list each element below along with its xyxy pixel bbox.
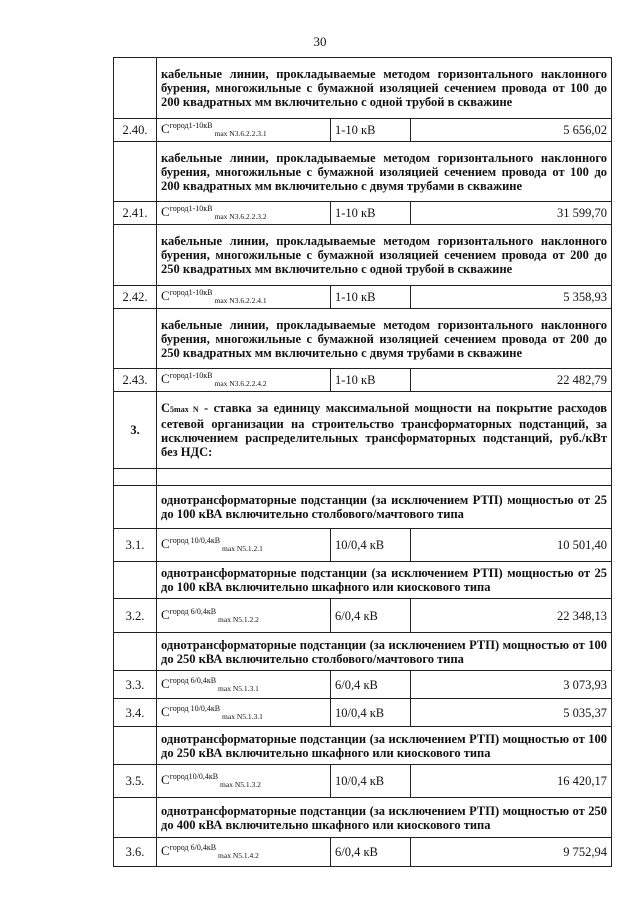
row-number: 3.3. xyxy=(114,671,157,699)
rate-code-subscript: max N3.6.2.2.3.1 xyxy=(214,129,267,138)
description-row xyxy=(114,142,612,202)
voltage-level: 10/0,4 кВ xyxy=(331,765,411,798)
row-number: 3.1. xyxy=(114,529,157,562)
rate-code-subscript: max N3.6.2.2.4.2 xyxy=(214,379,267,388)
rate-value: 31 599,70 xyxy=(411,202,612,225)
description-text: кабельные линии, прокладываемые методом горизонтального наклонного бурения, многожильные с бумажной изоляцией сечением провода от 100 до 200 квадратных мм включительно с двумя трубами в скважине xyxy=(157,142,612,202)
rate-code-superscript: город1-10кВ xyxy=(169,371,213,380)
rate-code-letter: С xyxy=(161,606,170,622)
rate-value: 5 656,02 xyxy=(411,119,612,142)
description-row xyxy=(114,798,612,838)
rate-code-letter: С xyxy=(161,772,170,787)
description-text: однотрансформаторные подстанции (за исключением РТП) мощностью от 100 до 250 кВА включительно шкафного или киоскового типа xyxy=(157,727,612,765)
description-row xyxy=(114,225,612,286)
voltage-level: 1-10 кВ xyxy=(331,119,411,142)
empty-cell xyxy=(157,469,612,486)
description-row xyxy=(114,727,612,765)
voltage-level: 6/0,4 кВ xyxy=(331,671,411,699)
rate-code xyxy=(157,838,331,867)
empty-cell xyxy=(114,469,157,486)
rate-row xyxy=(114,119,612,142)
description-text: однотрансформаторные подстанции (за исключением РТП) мощностью от 25 до 100 кВА включительно столбового/мачтового типа xyxy=(157,486,612,529)
heading-symbol-subscript: 5max N xyxy=(170,405,199,414)
rate-code-superscript: город 6/0,4кВ xyxy=(169,843,217,852)
rate-code-superscript: город 6/0,4кВ xyxy=(169,675,217,685)
rate-code-subscript: max N5.1.3.2 xyxy=(220,780,261,789)
rate-value: 10 501,40 xyxy=(411,529,612,562)
rate-code xyxy=(157,369,331,392)
voltage-level: 10/0,4 кВ xyxy=(331,529,411,562)
row-number-empty xyxy=(114,798,157,838)
section-heading-row xyxy=(114,392,612,469)
rate-row xyxy=(114,599,612,633)
rate-value: 22 482,79 xyxy=(411,369,612,392)
rate-code-superscript: город1-10кВ xyxy=(169,121,213,130)
description-row xyxy=(114,309,612,369)
rate-code xyxy=(157,119,331,142)
rate-code xyxy=(157,202,331,225)
voltage-level: 1-10 кВ xyxy=(331,286,411,309)
description-row xyxy=(114,486,612,529)
rate-row xyxy=(114,765,612,798)
description-row xyxy=(114,562,612,599)
rate-code xyxy=(157,765,331,798)
rate-value: 9 752,94 xyxy=(411,838,612,867)
rate-row xyxy=(114,838,612,867)
voltage-level: 6/0,4 кВ xyxy=(331,838,411,867)
rate-code-subscript: max N5.1.2.2 xyxy=(218,614,259,624)
rate-value: 5 035,37 xyxy=(411,699,612,727)
rate-code-subscript: max N5.1.3.1 xyxy=(222,711,263,721)
rate-code-subscript: max N3.6.2.2.4.1 xyxy=(214,296,267,305)
rate-code-subscript: max N5.1.4.2 xyxy=(218,851,259,860)
rate-value: 3 073,93 xyxy=(411,671,612,699)
rate-code-subscript: max N5.1.3.1 xyxy=(218,683,259,693)
rate-code xyxy=(157,529,331,562)
row-number-empty xyxy=(114,142,157,202)
row-number: 2.43. xyxy=(114,369,157,392)
rate-code-letter: С xyxy=(161,703,170,719)
rate-code-letter: С xyxy=(161,121,170,136)
rate-code xyxy=(157,286,331,309)
row-number-empty xyxy=(114,486,157,529)
rate-code-letter: С xyxy=(161,371,170,386)
rate-code-superscript: город 6/0,4кВ xyxy=(169,606,217,616)
row-number: 2.42. xyxy=(114,286,157,309)
row-number: 2.41. xyxy=(114,202,157,225)
rate-row xyxy=(114,699,612,727)
row-number-empty xyxy=(114,309,157,369)
heading-text: - ставка за единицу максимальной мощности на покрытие расходов сетевой организации на строительство трансформаторных подстанций, за исключением распределительных трансформаторных подстанций, руб./кВт без НДС: xyxy=(161,401,608,459)
description-text: кабельные линии, прокладываемые методом горизонтального наклонного бурения, многожильные с бумажной изоляцией сечением провода от 200 до 250 квадратных мм включительно с одной трубой в скважине xyxy=(157,225,612,286)
rate-row xyxy=(114,202,612,225)
rate-code xyxy=(157,699,331,727)
row-number-empty xyxy=(114,58,157,119)
rate-row xyxy=(114,286,612,309)
row-number: 3.2. xyxy=(114,599,157,633)
row-number: 3.5. xyxy=(114,765,157,798)
row-number-empty xyxy=(114,633,157,671)
row-number-empty xyxy=(114,225,157,286)
description-text: однотрансформаторные подстанции (за исключением РТП) мощностью от 25 до 100 кВА включительно шкафного или киоскового типа xyxy=(157,562,612,599)
description-row xyxy=(114,58,612,119)
rate-code-superscript: город 10/0,4кВ xyxy=(169,703,221,713)
rate-code-letter: С xyxy=(161,675,170,691)
row-number-empty xyxy=(114,562,157,599)
rate-code-subscript: max N3.6.2.2.3.2 xyxy=(214,212,267,221)
row-number: 3.4. xyxy=(114,699,157,727)
rate-code-letter: С xyxy=(161,288,170,303)
rate-code-superscript: город10/0,4кВ xyxy=(169,772,219,781)
voltage-level: 6/0,4 кВ xyxy=(331,599,411,633)
row-number-empty xyxy=(114,727,157,765)
rate-row xyxy=(114,529,612,562)
rate-code-letter: С xyxy=(161,843,170,858)
description-text: кабельные линии, прокладываемые методом горизонтального наклонного бурения, многожильные с бумажной изоляцией сечением провода от 200 до 250 квадратных мм включительно с двумя трубами в скважине xyxy=(157,309,612,369)
section-number: 3. xyxy=(114,392,157,469)
rate-value: 16 420,17 xyxy=(411,765,612,798)
description-text: однотрансформаторные подстанции (за исключением РТП) мощностью от 250 до 400 кВА включительно шкафного или киоскового типа xyxy=(157,798,612,838)
rate-code-superscript: город 10/0,4кВ xyxy=(169,536,221,545)
rate-value: 22 348,13 xyxy=(411,599,612,633)
rate-code-superscript: город1-10кВ xyxy=(169,288,213,297)
rate-code-letter: С xyxy=(161,204,170,219)
voltage-level: 1-10 кВ xyxy=(331,369,411,392)
row-number: 2.40. xyxy=(114,119,157,142)
row-number: 3.6. xyxy=(114,838,157,867)
voltage-level: 1-10 кВ xyxy=(331,202,411,225)
rate-code-subscript: max N5.1.2.1 xyxy=(222,544,263,553)
voltage-level: 10/0,4 кВ xyxy=(331,699,411,727)
rate-code-superscript: город1-10кВ xyxy=(169,204,213,213)
rate-value: 5 358,93 xyxy=(411,286,612,309)
spacer-row xyxy=(114,469,612,486)
description-text: кабельные линии, прокладываемые методом горизонтального наклонного бурения, многожильные с бумажной изоляцией сечением провода от 100 до 200 квадратных мм включительно с одной трубой в скважине xyxy=(157,58,612,119)
rate-code-letter: С xyxy=(161,536,170,551)
rate-code xyxy=(157,671,331,699)
tariff-table xyxy=(113,57,612,867)
description-row xyxy=(114,633,612,671)
section-heading xyxy=(157,392,612,469)
description-text: однотрансформаторные подстанции (за исключением РТП) мощностью от 100 до 250 кВА включительно столбового/мачтового типа xyxy=(157,633,612,671)
heading-symbol: C xyxy=(161,401,171,415)
page-number: 30 xyxy=(313,34,327,49)
rate-code xyxy=(157,599,331,633)
rate-row xyxy=(114,671,612,699)
rate-row xyxy=(114,369,612,392)
